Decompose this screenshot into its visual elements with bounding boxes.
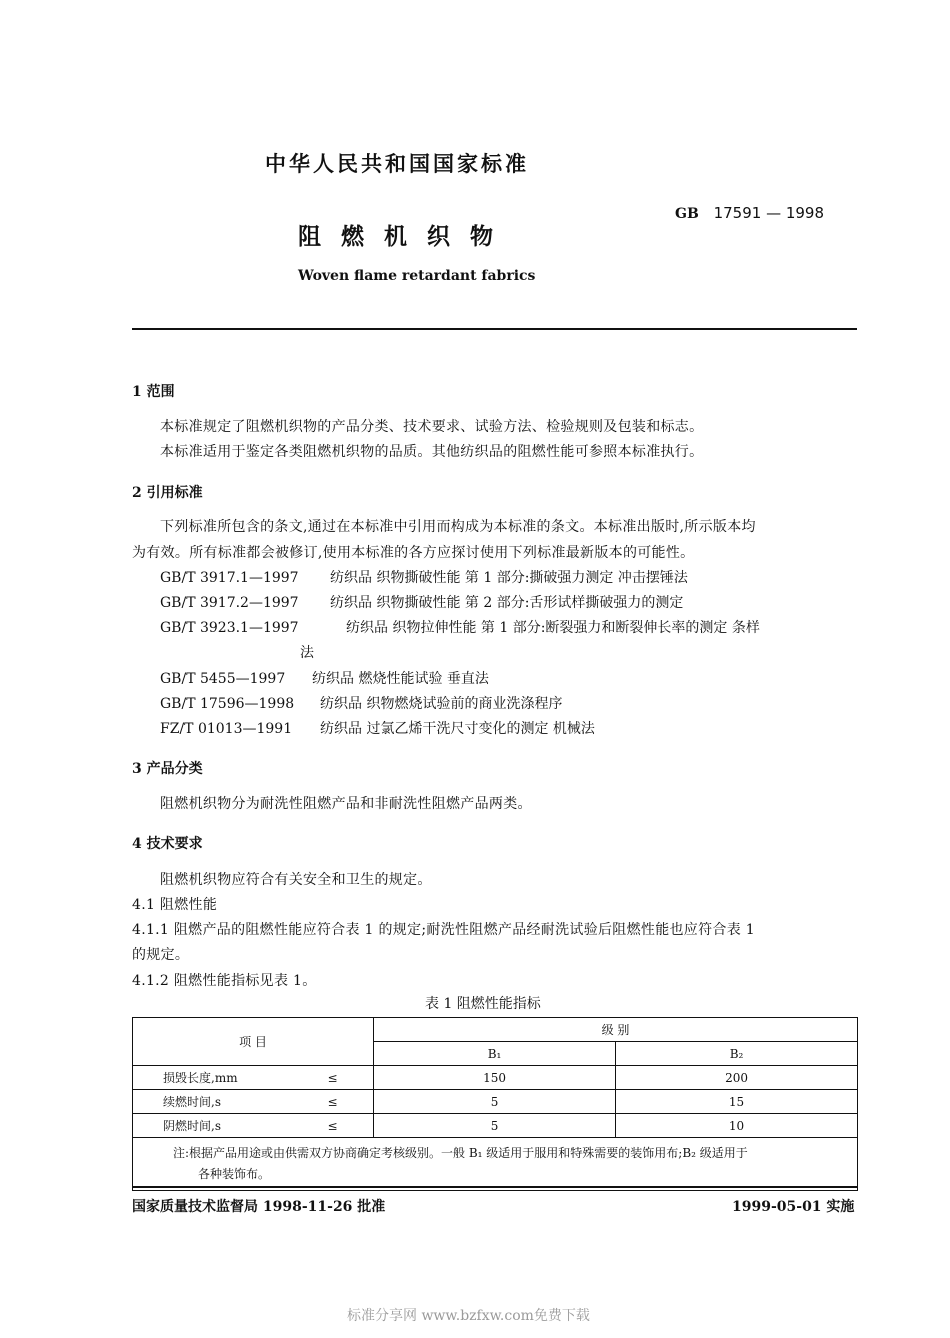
watermark: 标准分享网 www.bzfxw.com免费下载 bbox=[347, 1308, 590, 1324]
table-row bbox=[133, 1114, 858, 1138]
national-standard-title: 中华人民共和国国家标准 bbox=[265, 152, 529, 176]
reference-code: GB/T 3917.2—1997 bbox=[160, 595, 299, 611]
row-label: 阴燃时间,s bbox=[133, 1114, 328, 1138]
row-label: 损毁长度,mm bbox=[133, 1066, 328, 1090]
section-4-1-1-line-2: 的规定。 bbox=[132, 947, 190, 963]
standard-number bbox=[675, 204, 824, 222]
approval-date: 国家质量技术监督局 1998-11-26 批准 bbox=[132, 1199, 386, 1215]
section-4-1-2: 4.1.2 阻燃性能指标见表 1。 bbox=[132, 973, 317, 989]
flame-performance-table bbox=[132, 1017, 858, 1191]
gb-prefix: GB bbox=[675, 206, 699, 222]
row-b2-value: 15 bbox=[616, 1090, 858, 1114]
reference-item bbox=[160, 668, 489, 688]
row-b1-value: 5 bbox=[374, 1090, 616, 1114]
row-sign: ≤ bbox=[328, 1066, 374, 1090]
reference-text: 纺织品 织物拉伸性能 第 1 部分:断裂强力和断裂伸长率的测定 条样 bbox=[346, 620, 760, 636]
reference-text: 纺织品 织物撕破性能 第 1 部分:撕破强力测定 冲击摆锤法 bbox=[330, 570, 688, 586]
section-1-para-1: 本标准规定了阻燃机织物的产品分类、技术要求、试验方法、检验规则及包装和标志。 bbox=[160, 419, 704, 435]
header-divider bbox=[132, 328, 857, 330]
section-3-heading: 3 产品分类 bbox=[132, 761, 203, 777]
table-header-b2: B₂ bbox=[616, 1042, 858, 1066]
reference-code: GB/T 3917.1—1997 bbox=[160, 570, 299, 586]
gb-number: 17591 — 1998 bbox=[713, 204, 825, 222]
table-row bbox=[133, 1066, 858, 1090]
row-b1-value: 150 bbox=[374, 1066, 616, 1090]
section-2-para-line-1: 下列标准所包含的条文,通过在本标准中引用而构成为本标准的条文。本标准出版时,所示版本均 bbox=[160, 519, 756, 535]
reference-item bbox=[160, 693, 562, 713]
row-b2-value: 200 bbox=[616, 1066, 858, 1090]
section-1-heading: 1 范围 bbox=[132, 384, 175, 400]
row-b1-value: 5 bbox=[374, 1114, 616, 1138]
reference-text: 纺织品 织物撕破性能 第 2 部分:舌形试样撕破强力的测定 bbox=[330, 595, 684, 611]
section-2-para-line-2: 为有效。所有标准都会被修订,使用本标准的各方应探讨使用下列标准最新版本的可能性。 bbox=[132, 545, 695, 561]
section-4-heading: 4 技术要求 bbox=[132, 836, 203, 852]
reference-text: 纺织品 织物燃烧试验前的商业洗涤程序 bbox=[320, 696, 563, 712]
table-row bbox=[133, 1090, 858, 1114]
table-header-grade: 级 别 bbox=[374, 1018, 858, 1042]
reference-item bbox=[160, 718, 595, 738]
reference-code: GB/T 5455—1997 bbox=[160, 671, 286, 687]
reference-item bbox=[160, 592, 683, 612]
reference-text: 纺织品 燃烧性能试验 垂直法 bbox=[312, 671, 489, 687]
section-2-heading: 2 引用标准 bbox=[132, 485, 203, 501]
section-3-para: 阻燃机织物分为耐洗性阻燃产品和非耐洗性阻燃产品两类。 bbox=[160, 796, 532, 812]
section-4-1-1-line-1: 4.1.1 阻燃产品的阻燃性能应符合表 1 的规定;耐洗性阻燃产品经耐洗试验后阻燃性能也应符合表 1 bbox=[132, 922, 755, 938]
table-note-line-1: 注:根据产品用途或由供需双方协商确定考核级别。一般 B₁ 级适用于服用和特殊需要的装饰用布;B₂ 级适用于 bbox=[173, 1146, 748, 1160]
reference-item-continuation bbox=[300, 642, 314, 662]
table-header-item: 项 目 bbox=[133, 1018, 374, 1066]
english-title: Woven flame retardant fabrics bbox=[298, 268, 536, 284]
row-label: 续燃时间,s bbox=[133, 1090, 328, 1114]
section-4-1-heading: 4.1 阻燃性能 bbox=[132, 897, 218, 913]
reference-code: GB/T 3923.1—1997 bbox=[160, 620, 299, 636]
effective-date: 1999-05-01 实施 bbox=[732, 1199, 855, 1215]
section-1-para-2: 本标准适用于鉴定各类阻燃机织物的品质。其他纺织品的阻燃性能可参照本标准执行。 bbox=[160, 444, 704, 460]
reference-text: 法 bbox=[300, 645, 314, 661]
reference-item bbox=[160, 567, 688, 587]
row-sign: ≤ bbox=[328, 1090, 374, 1114]
reference-text: 纺织品 过氯乙烯干洗尺寸变化的测定 机械法 bbox=[320, 721, 595, 737]
table-caption: 表 1 阻燃性能指标 bbox=[425, 996, 541, 1012]
table-note-line-2: 各种装饰布。 bbox=[198, 1167, 271, 1181]
reference-item bbox=[160, 617, 760, 637]
row-b2-value: 10 bbox=[616, 1114, 858, 1138]
section-4-para: 阻燃机织物应符合有关安全和卫生的规定。 bbox=[160, 872, 432, 888]
reference-code: GB/T 17596—1998 bbox=[160, 696, 295, 712]
table-header-b1: B₁ bbox=[374, 1042, 616, 1066]
row-sign: ≤ bbox=[328, 1114, 374, 1138]
footer-divider bbox=[132, 1186, 857, 1188]
reference-code: FZ/T 01013—1991 bbox=[160, 721, 293, 737]
table-note bbox=[133, 1138, 858, 1191]
document-title: 阻 燃 机 织 物 bbox=[298, 224, 500, 250]
